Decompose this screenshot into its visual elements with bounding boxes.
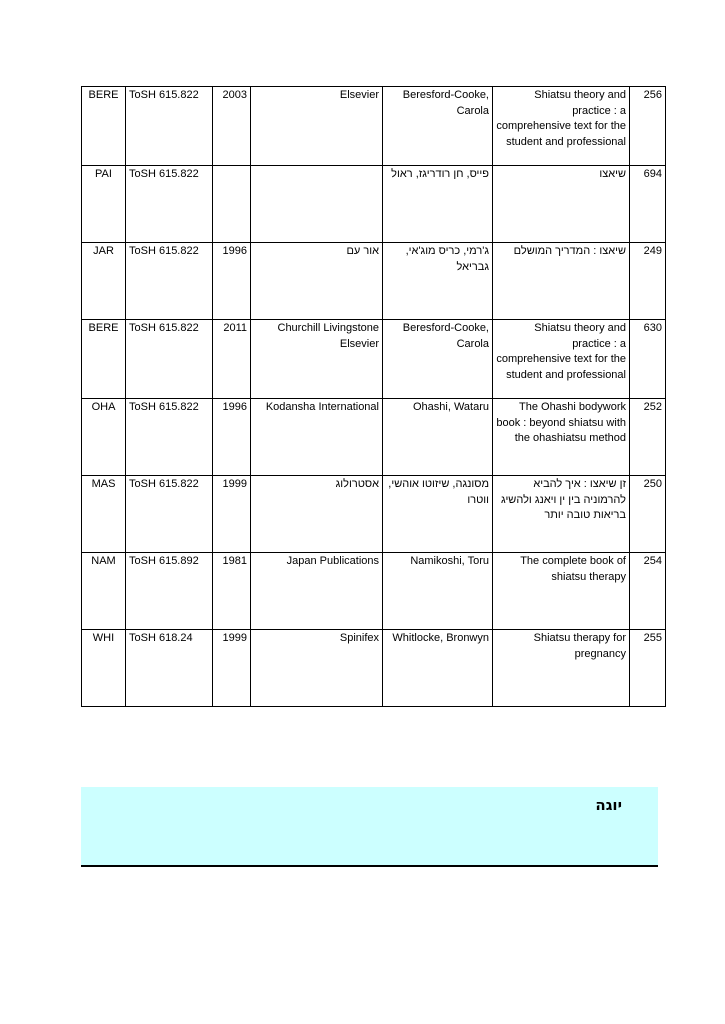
record-publisher: אור עם [251,243,383,320]
section-title: יוגה [595,796,622,814]
section-header [81,787,658,867]
record-publisher: Kodansha International [251,399,383,476]
record-id: 694 [630,166,666,243]
record-year: 1996 [213,399,251,476]
record-publisher: אסטרולוג [251,476,383,553]
record-id: 255 [630,630,666,707]
record-year [213,166,251,243]
table-row [82,630,666,707]
record-year: 1981 [213,553,251,630]
record-code: NAM [82,553,126,630]
record-publisher: Japan Publications [251,553,383,630]
record-title: Shiatsu theory and practice : a comprehensive text for the student and professional [493,320,630,399]
record-author: Beresford-Cooke, Carola [383,320,493,399]
table-row [82,320,666,399]
table-row [82,553,666,630]
record-call-number: ToSH 615.822 [126,166,213,243]
record-call-number: ToSH 618.24 [126,630,213,707]
record-id: 249 [630,243,666,320]
record-publisher [251,166,383,243]
record-call-number: ToSH 615.822 [126,243,213,320]
record-code: MAS [82,476,126,553]
record-id: 630 [630,320,666,399]
record-author: ג'רמי, כריס מוג'אי, גבריאל [383,243,493,320]
record-year: 1999 [213,630,251,707]
table-row [82,476,666,553]
record-code: BERE [82,320,126,399]
record-code: BERE [82,87,126,166]
record-publisher: Churchill Livingstone Elsevier [251,320,383,399]
record-title: זן שיאצו : איך להביא להרמוניה בין ין ויאנג ולהשיג בריאות טובה יותר [493,476,630,553]
record-author: Namikoshi, Toru [383,553,493,630]
record-code: JAR [82,243,126,320]
record-title: Shiatsu theory and practice : a comprehensive text for the student and professional [493,87,630,166]
record-call-number: ToSH 615.822 [126,87,213,166]
record-author: Beresford-Cooke, Carola [383,87,493,166]
table-row [82,87,666,166]
record-id: 252 [630,399,666,476]
record-title: שיאצו [493,166,630,243]
record-year: 2011 [213,320,251,399]
record-code: PAI [82,166,126,243]
record-code: WHI [82,630,126,707]
table-row [82,166,666,243]
record-author: פייס, חן רודריגז, ראול [383,166,493,243]
record-call-number: ToSH 615.822 [126,320,213,399]
record-code: OHA [82,399,126,476]
record-title: The Ohashi bodywork book : beyond shiatsu with the ohashiatsu method [493,399,630,476]
record-year: 1999 [213,476,251,553]
record-author: Whitlocke, Bronwyn [383,630,493,707]
record-year: 2003 [213,87,251,166]
record-id: 254 [630,553,666,630]
catalog-table [81,86,666,707]
table-row [82,243,666,320]
record-call-number: ToSH 615.822 [126,476,213,553]
record-author: Ohashi, Wataru [383,399,493,476]
record-title: שיאצו : המדריך המושלם [493,243,630,320]
record-year: 1996 [213,243,251,320]
record-publisher: Spinifex [251,630,383,707]
record-call-number: ToSH 615.892 [126,553,213,630]
record-call-number: ToSH 615.822 [126,399,213,476]
record-title: Shiatsu therapy for pregnancy [493,630,630,707]
record-id: 256 [630,87,666,166]
record-author: מסונגה, שיזוטו אוהשי, ווטרו [383,476,493,553]
table-row [82,399,666,476]
record-title: The complete book of shiatsu therapy [493,553,630,630]
record-publisher: Elsevier [251,87,383,166]
record-id: 250 [630,476,666,553]
